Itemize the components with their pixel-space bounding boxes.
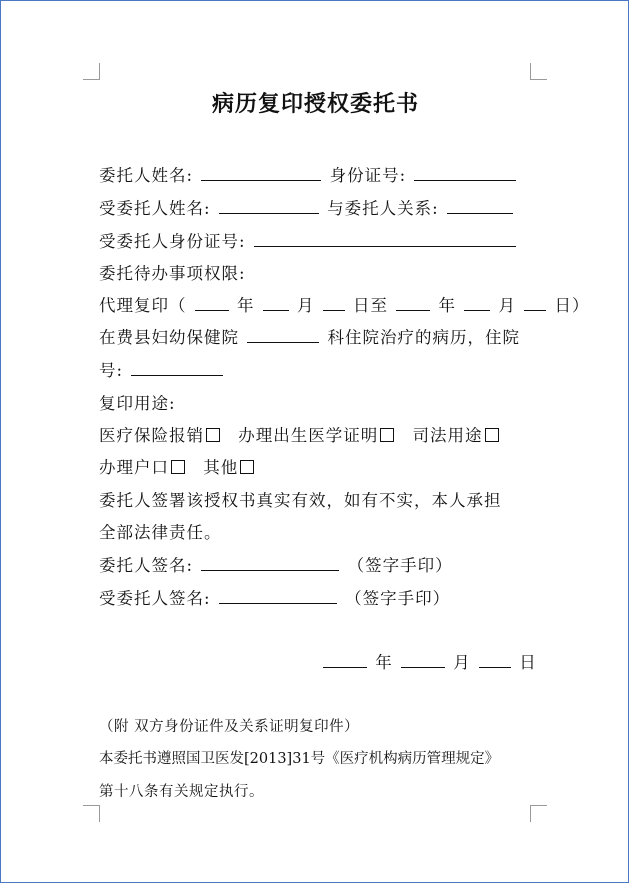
- option-insurance-label: 医疗保险报销: [99, 426, 204, 445]
- sign-day-blank[interactable]: [479, 649, 511, 668]
- date-row: [321, 649, 537, 677]
- day-end-label: 日）: [554, 296, 590, 315]
- inpatient-number-row: [99, 357, 225, 385]
- scope-label: 委托待办事项权限:: [99, 264, 246, 283]
- agent-id-label: 受委托人身份证号:: [99, 232, 246, 251]
- year-label: 年: [237, 296, 255, 315]
- purpose-options-row-2: [99, 454, 266, 482]
- start-year-blank[interactable]: [195, 292, 229, 311]
- document-title: 病历复印授权委托书: [211, 91, 419, 117]
- agent-signature-row: [99, 585, 450, 613]
- relationship-blank[interactable]: [447, 195, 513, 214]
- agent-name-label: 受委托人姓名:: [99, 199, 211, 218]
- principal-signature-blank[interactable]: [201, 552, 339, 571]
- day-to-label: 日至: [353, 296, 388, 315]
- principal-name-label: 委托人姓名:: [99, 166, 194, 185]
- year-label-2: 年: [438, 296, 456, 315]
- crop-mark-top-left: [83, 63, 100, 80]
- purpose-label-row: [99, 390, 176, 418]
- agent-signature-label: 受委托人签名:: [99, 589, 211, 608]
- start-day-blank[interactable]: [323, 292, 345, 311]
- agency-prefix: 代理复印（: [99, 296, 187, 315]
- principal-name-blank[interactable]: [201, 162, 321, 181]
- month-label-2: 月: [498, 296, 516, 315]
- end-month-blank[interactable]: [464, 292, 490, 311]
- option-judicial-checkbox[interactable]: [485, 428, 499, 442]
- principal-signature-row: [99, 552, 453, 580]
- id-number-label: 身份证号:: [329, 166, 407, 185]
- principal-id-row: [99, 162, 518, 190]
- agent-id-row: [99, 228, 518, 256]
- crop-mark-bottom-right: [530, 805, 547, 822]
- department-blank[interactable]: [247, 324, 319, 343]
- regulation-basis-line-1: 本委托书遵照国卫医发[2013]31号《医疗机构病历管理规定》: [99, 751, 500, 767]
- option-birth-certificate-checkbox[interactable]: [380, 428, 394, 442]
- start-month-blank[interactable]: [263, 292, 289, 311]
- inpatient-number-label: 号:: [99, 361, 124, 380]
- agent-name-blank[interactable]: [219, 195, 319, 214]
- agent-id-blank[interactable]: [254, 228, 516, 247]
- principal-signature-label: 委托人签名:: [99, 556, 194, 575]
- statement-line-2: 全部法律责任。: [99, 523, 222, 542]
- purpose-label: 复印用途:: [99, 394, 176, 413]
- regulation-basis-line-2: 第十八条有关规定执行。: [99, 784, 264, 800]
- purpose-options-row-1: [99, 422, 499, 450]
- crop-mark-top-right: [530, 63, 547, 80]
- department-suffix: 科住院治疗的病历，住院: [327, 328, 520, 347]
- crop-mark-bottom-left: [83, 805, 100, 822]
- sign-month-blank[interactable]: [401, 649, 445, 668]
- option-judicial-label: 司法用途: [412, 426, 483, 445]
- principal-fingerprint-note: （签字手印）: [347, 556, 453, 575]
- sign-year-label: 年: [375, 653, 393, 672]
- sign-year-blank[interactable]: [323, 649, 367, 668]
- attachment-note: （附 双方身份证件及关系证明复印件）: [99, 719, 360, 735]
- option-household-label: 办理户口: [99, 458, 169, 477]
- option-other-label: 其他: [203, 458, 239, 477]
- sign-month-label: 月: [453, 653, 471, 672]
- end-day-blank[interactable]: [524, 292, 546, 311]
- relationship-label: 与委托人关系:: [327, 199, 439, 218]
- sign-day-label: 日: [519, 653, 537, 672]
- inpatient-number-blank[interactable]: [131, 357, 223, 376]
- agency-period-row: [99, 292, 590, 320]
- hospital-row: [99, 324, 520, 352]
- statement-line-1: 委托人签署该授权书真实有效，如有不实，本人承担: [99, 491, 502, 510]
- option-birth-certificate-label: 办理出生医学证明: [238, 426, 379, 445]
- scope-row: [99, 260, 246, 288]
- option-household-checkbox[interactable]: [171, 460, 185, 474]
- agent-fingerprint-note: （签字手印）: [345, 589, 451, 608]
- option-insurance-checkbox[interactable]: [206, 428, 220, 442]
- end-year-blank[interactable]: [396, 292, 430, 311]
- id-number-blank[interactable]: [414, 162, 516, 181]
- agent-row: [99, 195, 515, 223]
- hospital-label: 在费县妇幼保健院: [99, 328, 239, 347]
- agent-signature-blank[interactable]: [219, 585, 337, 604]
- option-other-checkbox[interactable]: [240, 460, 254, 474]
- month-label: 月: [297, 296, 315, 315]
